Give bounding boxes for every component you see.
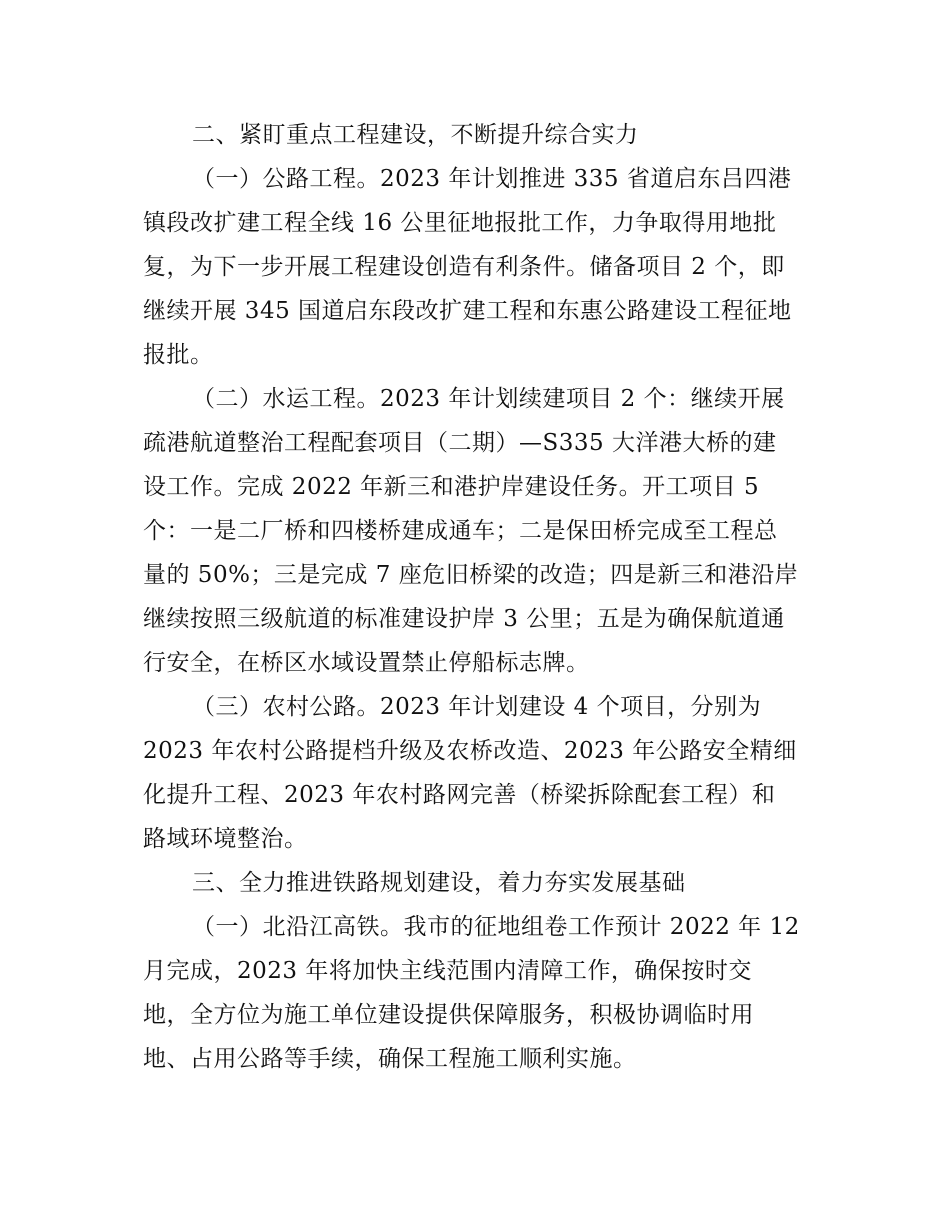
paragraph-line: 继续按照三级航道的标准建设护岸 3 公里；五是为确保航道通: [143, 606, 785, 632]
paragraph-line: 地、占用公路等手续，确保工程施工顺利实施。: [143, 1046, 637, 1072]
paragraph-line: 地，全方位为施工单位建设提供保障服务，积极协调临时用: [143, 1002, 754, 1028]
section-heading-3: 三、全力推进铁路规划建设，着力夯实发展基础: [192, 870, 686, 896]
paragraph-line: （一）北沿江高铁。我市的征地组卷工作预计 2022 年 12: [192, 914, 800, 940]
paragraph-line: 2023 年农村公路提档升级及农桥改造、2023 年公路安全精细: [143, 738, 797, 764]
section-heading-2: 二、紧盯重点工程建设，不断提升综合实力: [192, 122, 639, 148]
paragraph-line: 路域环境整治。: [143, 826, 308, 852]
paragraph-line: 镇段改扩建工程全线 16 公里征地报批工作，力争取得用地批: [143, 210, 777, 236]
paragraph-line: 复，为下一步开展工程建设创造有利条件。储备项目 2 个，即: [143, 254, 785, 280]
paragraph-line: 设工作。完成 2022 年新三和港护岸建设任务。开工项目 5: [143, 474, 760, 500]
paragraph-line: 个：一是二厂桥和四楼桥建成通车；二是保田桥完成至工程总: [143, 518, 778, 544]
paragraph-line: 报批。: [143, 342, 214, 368]
paragraph-line: （一）公路工程。2023 年计划推进 335 省道启东吕四港: [192, 166, 792, 192]
paragraph-line: 化提升工程、2023 年农村路网完善（桥梁拆除配套工程）和: [143, 782, 776, 808]
paragraph-line: 行安全，在桥区水域设置禁止停船标志牌。: [143, 650, 590, 676]
paragraph-line: （二）水运工程。2023 年计划续建项目 2 个：继续开展: [192, 386, 785, 412]
paragraph-line: （三）农村公路。2023 年计划建设 4 个项目，分别为: [192, 694, 762, 720]
paragraph-line: 量的 50%；三是完成 7 座危旧桥梁的改造；四是新三和港沿岸: [143, 562, 799, 588]
paragraph-line: 月完成，2023 年将加快主线范围内清障工作，确保按时交: [143, 958, 752, 984]
paragraph-line: 继续开展 345 国道启东段改扩建工程和东惠公路建设工程征地: [143, 298, 792, 324]
paragraph-line: 疏港航道整治工程配套项目（二期）—S335 大洋港大桥的建: [143, 430, 777, 456]
